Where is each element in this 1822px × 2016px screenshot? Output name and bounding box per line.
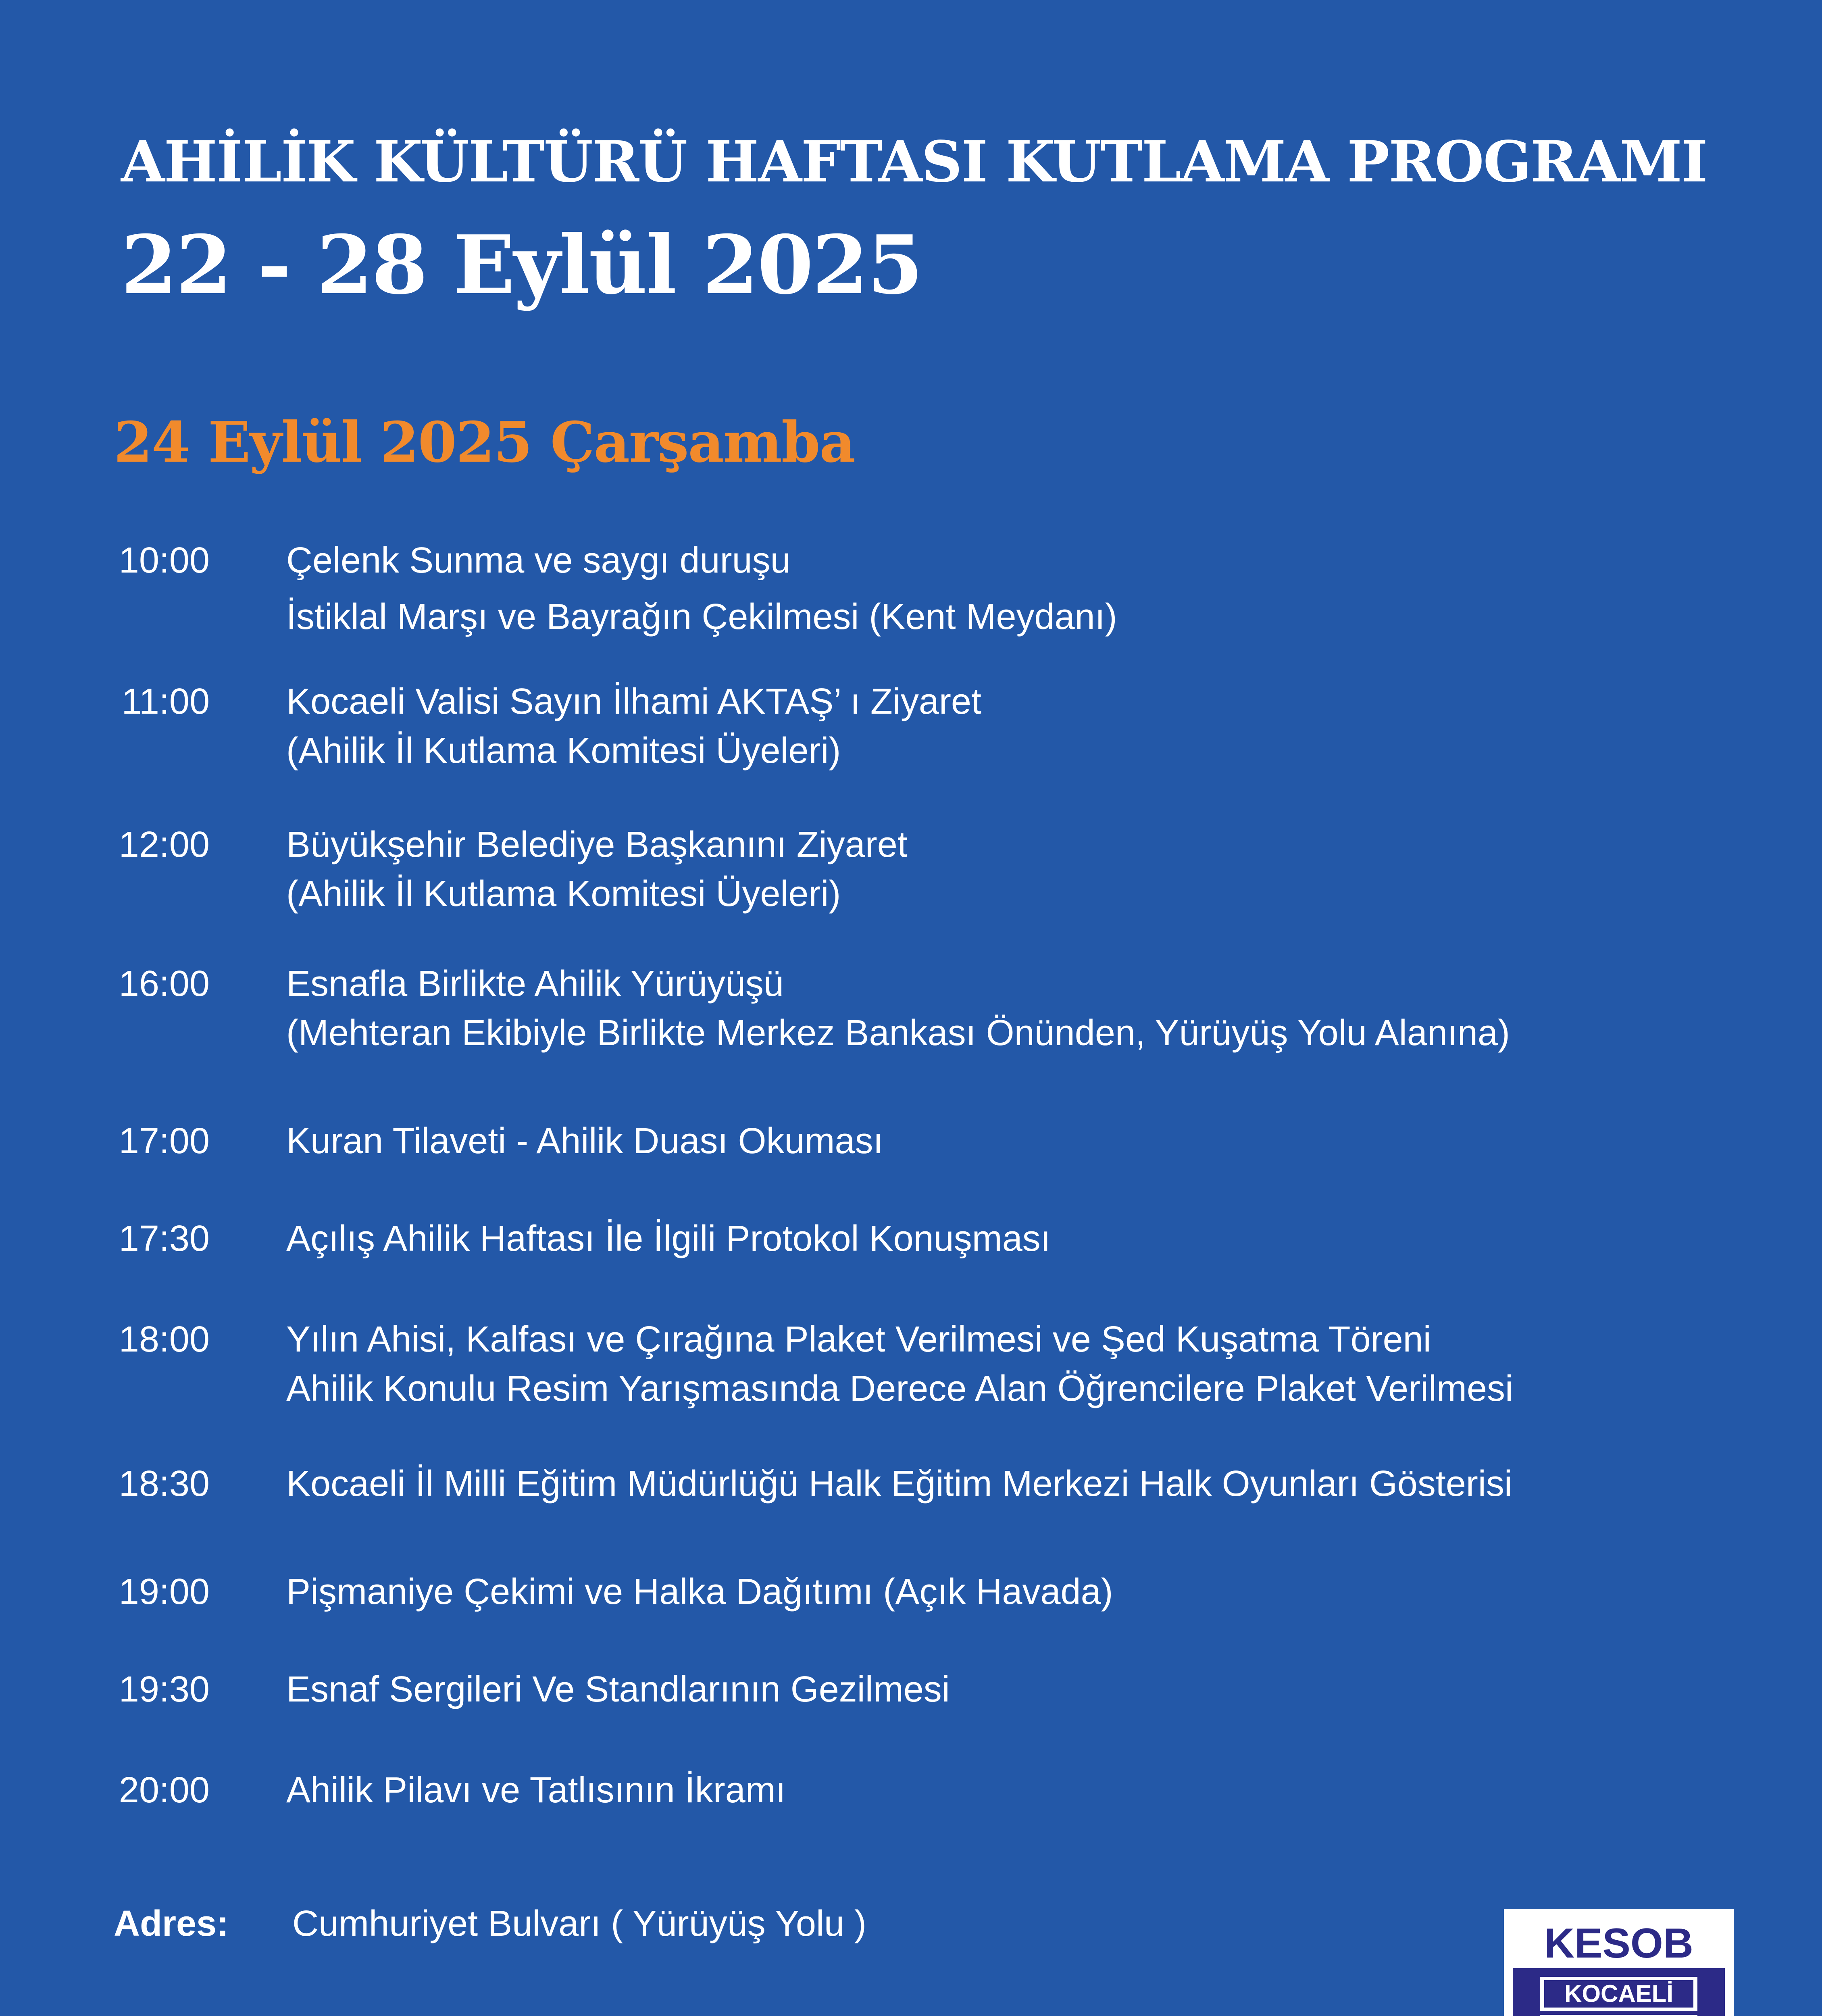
event-time: 16:00 <box>119 964 210 1004</box>
event-text: Kuran Tilaveti - Ahilik Duası Okuması <box>286 1121 883 1161</box>
event-text: Ahilik Pilavı ve Tatlısının İkramı <box>286 1770 786 1810</box>
page-title: AHİLİK KÜLTÜRÜ HAFTASI KUTLAMA PROGRAMI <box>121 129 1707 195</box>
event-text: (Ahilik İl Kutlama Komitesi Üyeleri) <box>286 730 841 771</box>
event-text: Açılış Ahilik Haftası İle İlgili Protokol Konuşması <box>286 1218 1051 1259</box>
event-time: 18:00 <box>119 1319 210 1360</box>
address-value: Cumhuriyet Bulvarı ( Yürüyüş Yolu ) <box>292 1904 867 1944</box>
day-heading: 24 Eylül 2025 Çarşamba <box>114 409 855 475</box>
logo-city: KOCAELİ <box>1564 1980 1673 2007</box>
event-text: Kocaeli Valisi Sayın İlhami AKTAŞ’ ı Ziyaret <box>286 681 981 722</box>
event-time: 19:30 <box>119 1669 210 1710</box>
date-range: 22 - 28 Eylül 2025 <box>121 218 922 312</box>
event-text: Ahilik Konulu Resim Yarışmasında Derece Alan Öğrencilere Plaket Verilmesi <box>286 1368 1514 1409</box>
event-time: 20:00 <box>119 1770 210 1810</box>
event-text: Yılın Ahisi, Kalfası ve Çırağına Plaket Verilmesi ve Şed Kuşatma Töreni <box>286 1319 1431 1360</box>
event-text: Çelenk Sunma ve saygı duruşu <box>286 540 791 581</box>
event-time: 17:00 <box>119 1121 210 1161</box>
event-time: 18:30 <box>119 1464 210 1504</box>
event-time: 17:30 <box>119 1218 210 1259</box>
event-text: Büyükşehir Belediye Başkanını Ziyaret <box>286 825 908 865</box>
kesob-logo <box>1500 1905 1738 2016</box>
event-text: Kocaeli İl Milli Eğitim Müdürlüğü Halk Eğitim Merkezi Halk Oyunları Gösterisi <box>286 1464 1512 1504</box>
event-time: 10:00 <box>119 540 210 581</box>
event-text: (Ahilik İl Kutlama Komitesi Üyeleri) <box>286 873 841 914</box>
event-text: (Mehteran Ekibiyle Birlikte Merkez Bankası Önünden, Yürüyüş Yolu Alanına) <box>286 1012 1510 1053</box>
logo-name: KESOB <box>1544 1920 1693 1967</box>
event-text: Esnafla Birlikte Ahilik Yürüyüşü <box>286 964 784 1004</box>
event-time: 12:00 <box>119 825 210 865</box>
event-time: 11:00 <box>121 681 210 722</box>
event-text: Esnaf Sergileri Ve Standlarının Gezilmesi <box>286 1669 950 1710</box>
address-label: Adres: <box>114 1904 229 1944</box>
event-text: İstiklal Marşı ve Bayrağın Çekilmesi (Kent Meydanı) <box>286 596 1117 637</box>
event-time: 19:00 <box>119 1572 210 1612</box>
event-text: Pişmaniye Çekimi ve Halka Dağıtımı (Açık Havada) <box>286 1572 1113 1612</box>
